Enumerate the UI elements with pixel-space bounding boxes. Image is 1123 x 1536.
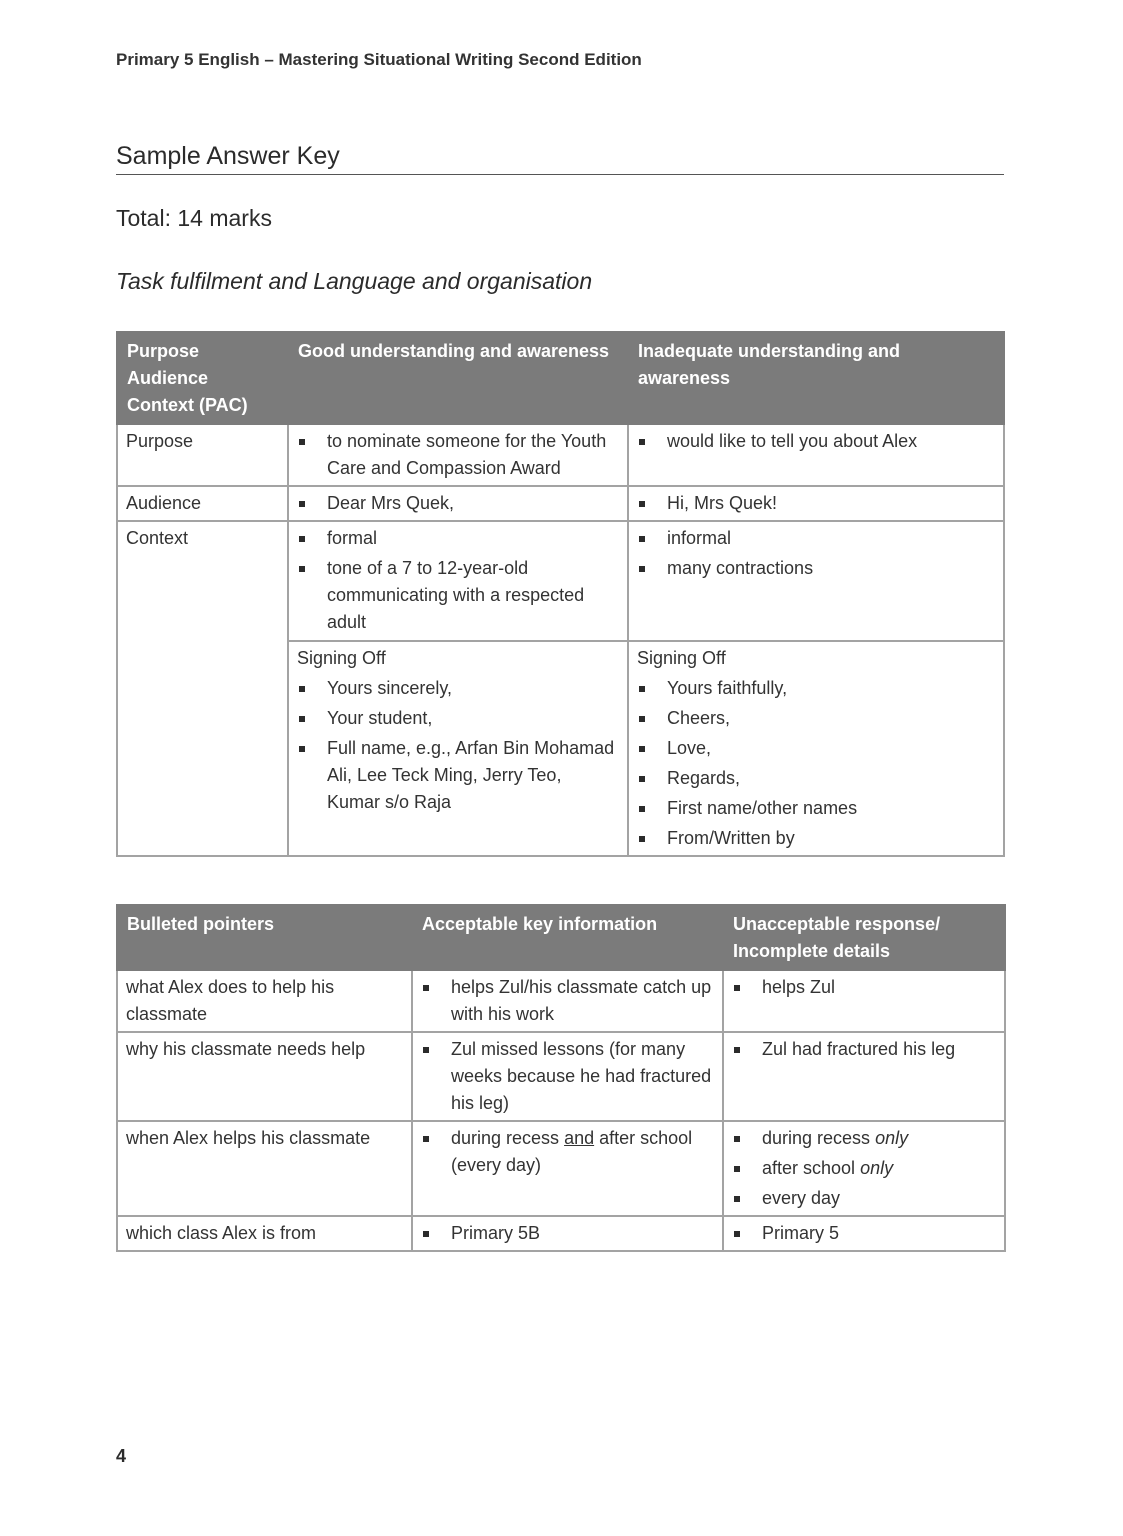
table-row <box>117 970 1005 1032</box>
unacceptable-cell <box>723 1032 1005 1121</box>
item-text: during recess <box>762 1128 876 1148</box>
pointer-cell: why his classmate needs help <box>117 1032 412 1121</box>
subheading: Task fulfilment and Language and organisation <box>116 268 593 294</box>
pac-good-audience <box>288 486 628 521</box>
pac-good-context <box>288 521 628 641</box>
pac-row-audience <box>117 486 1004 521</box>
pac-header-inadequate: Inadequate understanding and awareness <box>628 332 1004 424</box>
pac-inadequate-purpose <box>628 424 1004 486</box>
pac-table <box>116 331 1005 857</box>
item-text: after school <box>762 1158 861 1178</box>
underlined-word: and <box>564 1128 595 1148</box>
page-number: 4 <box>116 1446 127 1466</box>
unacceptable-cell <box>723 1216 1005 1251</box>
pac-inadequate-signing-off <box>628 641 1004 856</box>
pac-row-context <box>117 521 1004 641</box>
pac-header-row <box>117 332 1004 424</box>
acceptable-cell <box>412 1216 723 1251</box>
list-item: Cheers, <box>637 705 994 732</box>
list-item: formal <box>297 525 618 552</box>
list-item: to nominate someone for the Youth Care and Compassion Award <box>297 428 618 482</box>
list-item: Zul had fractured his leg <box>732 1036 995 1063</box>
table-row <box>117 1216 1005 1251</box>
pointers-table <box>116 904 1006 1252</box>
pac-inadequate-audience <box>628 486 1004 521</box>
pac-row-purpose <box>117 424 1004 486</box>
text-before: during recess <box>451 1128 565 1148</box>
list-item: helps Zul <box>732 974 995 1001</box>
pac-header-good: Good understanding and awareness <box>288 332 628 424</box>
acceptable-cell <box>412 1032 723 1121</box>
list-item <box>421 1125 713 1179</box>
list-item: helps Zul/his classmate catch up with his work <box>421 974 713 1028</box>
pac-label-purpose: Purpose <box>117 424 288 486</box>
list-item: every day <box>732 1185 995 1212</box>
list-item: From/Written by <box>637 825 994 852</box>
list-item: Dear Mrs Quek, <box>297 490 618 517</box>
item-emphasis: only <box>875 1128 909 1148</box>
table-row <box>117 1121 1005 1216</box>
list-item: Hi, Mrs Quek! <box>637 490 994 517</box>
unacceptable-cell <box>723 970 1005 1032</box>
item-emphasis: only <box>860 1158 894 1178</box>
list-item: informal <box>637 525 994 552</box>
pointers-header-pointer: Bulleted pointers <box>117 905 412 970</box>
list-item <box>732 1155 995 1182</box>
unacceptable-cell <box>723 1121 1005 1216</box>
list-item: would like to tell you about Alex <box>637 428 994 455</box>
acceptable-cell <box>412 1121 723 1216</box>
pointer-cell: when Alex helps his classmate <box>117 1121 412 1216</box>
pac-label-context: Context <box>117 521 288 856</box>
pointer-cell: what Alex does to help his classmate <box>117 970 412 1032</box>
list-item: Yours faithfully, <box>637 675 994 702</box>
pac-header-pac: Purpose Audience Context (PAC) <box>117 332 288 424</box>
list-item: Love, <box>637 735 994 762</box>
list-item: Full name, e.g., Arfan Bin Mohamad Ali, Lee Teck Ming, Jerry Teo, Kumar s/o Raja <box>297 735 618 816</box>
signing-off-label: Signing Off <box>297 648 386 668</box>
pointers-header-row <box>117 905 1005 970</box>
list-item: Primary 5B <box>421 1220 713 1247</box>
pointer-cell: which class Alex is from <box>117 1216 412 1251</box>
list-item: Your student, <box>297 705 618 732</box>
running-head: Primary 5 English – Mastering Situational Writing Second Edition <box>116 50 642 69</box>
list-item: Primary 5 <box>732 1220 995 1247</box>
list-item: Yours sincerely, <box>297 675 618 702</box>
list-item: tone of a 7 to 12-year-old communicating with a respected adult <box>297 555 618 636</box>
pac-good-signing-off <box>288 641 628 856</box>
section-title: Sample Answer Key <box>116 142 1004 175</box>
list-item: Zul missed lessons (for many weeks because he had fractured his leg) <box>421 1036 713 1117</box>
pac-inadequate-context <box>628 521 1004 641</box>
table-row <box>117 1032 1005 1121</box>
list-item: Regards, <box>637 765 994 792</box>
list-item <box>732 1125 995 1152</box>
total-marks: Total: 14 marks <box>116 205 272 231</box>
acceptable-cell <box>412 970 723 1032</box>
signing-off-label: Signing Off <box>637 648 726 668</box>
pac-label-audience: Audience <box>117 486 288 521</box>
list-item: First name/other names <box>637 795 994 822</box>
list-item: many contractions <box>637 555 994 582</box>
pointers-header-acceptable: Acceptable key information <box>412 905 723 970</box>
text-after: after school (every day) <box>451 1128 693 1175</box>
pointers-header-unacceptable: Unacceptable response/ Incomplete details <box>723 905 1005 970</box>
pac-good-purpose <box>288 424 628 486</box>
